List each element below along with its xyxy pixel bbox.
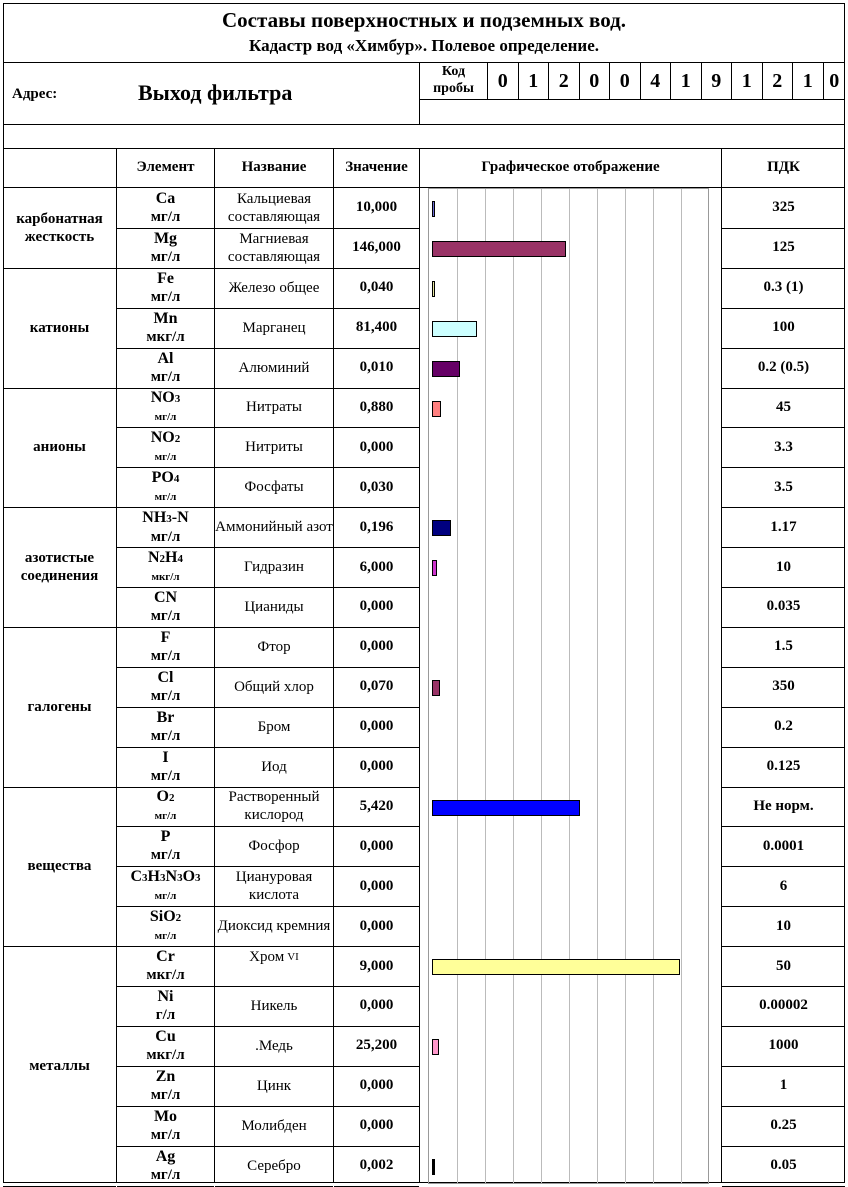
pdk-cell: 100 xyxy=(772,319,795,336)
code-digit: 9 xyxy=(701,62,732,100)
value-cell: 0,880 xyxy=(359,398,394,415)
element-symbol: Mo xyxy=(153,1107,178,1125)
element-symbol: Mg xyxy=(153,229,178,247)
name-cell: Хром VI xyxy=(249,949,299,966)
group-label: галогены xyxy=(27,698,92,715)
name-cell: Общий хлор xyxy=(234,678,314,695)
element-cell xyxy=(117,268,214,308)
element-unit: мг/л xyxy=(150,208,181,225)
element-symbol: Cr xyxy=(156,948,175,966)
group-label: карбонатная жесткость xyxy=(16,210,103,245)
pdk-cell: 1.5 xyxy=(774,638,793,655)
element-unit: мг/л xyxy=(154,809,177,822)
element-cell xyxy=(117,747,214,787)
element-cell xyxy=(117,627,214,667)
name-cell: Цианиды xyxy=(244,598,304,615)
row-divider xyxy=(215,1186,333,1187)
chart-bar xyxy=(432,321,477,337)
title-block xyxy=(3,3,845,63)
element-cell xyxy=(117,188,214,228)
pdk-cell: 1000 xyxy=(768,1037,799,1054)
address-value: Выход фильтра xyxy=(138,80,293,105)
pdk-cell: 3.3 xyxy=(774,438,793,455)
value-cell: 0,000 xyxy=(359,1117,394,1134)
element-cell xyxy=(117,388,214,428)
code-digit: 0 xyxy=(487,62,518,100)
group-divider xyxy=(3,1186,116,1187)
element-symbol: CN xyxy=(153,588,178,606)
value-cell: 6,000 xyxy=(359,558,394,575)
value-cell: 0,000 xyxy=(359,837,394,854)
element-unit: мг/л xyxy=(150,248,181,265)
element-symbol: Ca xyxy=(155,189,176,207)
element-cell xyxy=(117,906,214,946)
element-unit: мг/л xyxy=(154,929,177,942)
pdk-cell: 50 xyxy=(776,957,791,974)
name-cell: Фтор xyxy=(257,638,291,655)
name-cell: Фосфор xyxy=(248,838,300,855)
pdk-cell: 0.2 (0.5) xyxy=(757,359,810,376)
element-symbol: PO4 xyxy=(151,468,180,486)
chart-bar xyxy=(432,959,680,975)
value-cell: 0,040 xyxy=(359,279,394,296)
sample-code-under-cell xyxy=(419,100,845,124)
element-cell xyxy=(117,308,214,348)
element-cell xyxy=(117,427,214,467)
name-cell: Нитриты xyxy=(245,439,303,456)
pdk-cell: 0.2 xyxy=(774,718,793,735)
group-label: металлы xyxy=(29,1057,90,1074)
name-cell: Бром xyxy=(257,718,291,735)
pdk-cell: 10 xyxy=(776,558,791,575)
row-divider xyxy=(117,1186,214,1187)
value-cell: 0,000 xyxy=(359,438,394,455)
chart-bar xyxy=(432,800,580,816)
pdk-cell: 3.5 xyxy=(774,478,793,495)
name-cell: Циануровая кислота xyxy=(235,869,313,904)
element-symbol: NH3-N xyxy=(142,508,189,526)
element-symbol: Fe xyxy=(157,269,174,287)
element-symbol: Cu xyxy=(155,1027,176,1045)
code-digit: 1 xyxy=(670,62,701,100)
value-cell: 5,420 xyxy=(359,797,394,814)
name-cell: Гидразин xyxy=(244,559,304,576)
sample-code-label: Код пробы xyxy=(419,62,487,100)
pdk-cell: 0.035 xyxy=(766,598,801,615)
element-cell xyxy=(117,946,214,986)
element-symbol: O2 xyxy=(156,787,175,805)
pdk-cell: 0.25 xyxy=(770,1117,797,1134)
name-cell: Цинк xyxy=(256,1077,292,1094)
code-digit: 0 xyxy=(609,62,640,100)
element-unit: мг/л xyxy=(150,647,181,664)
name-cell: Диоксид кремния xyxy=(217,918,331,935)
element-unit: мг/л xyxy=(150,368,181,385)
element-unit: мг/л xyxy=(154,450,177,463)
pdk-cell: 0.0001 xyxy=(762,837,805,854)
name-cell: Растворенный кислород xyxy=(228,789,320,824)
chart-bar xyxy=(432,520,451,536)
group-label: анионы xyxy=(33,439,86,456)
value-cell: 25,200 xyxy=(355,1037,398,1054)
value-cell: 0,000 xyxy=(359,718,394,735)
pdk-cell: 0.3 (1) xyxy=(763,279,804,296)
element-cell xyxy=(117,826,214,866)
element-symbol: Br xyxy=(156,708,175,726)
name-cell: Марганец xyxy=(242,319,306,336)
element-symbol: Zn xyxy=(155,1067,176,1085)
element-symbol: NO2 xyxy=(150,428,181,446)
value-cell: 0,000 xyxy=(359,1077,394,1094)
pdk-cell: 0.00002 xyxy=(759,997,808,1014)
value-cell: 81,400 xyxy=(355,319,398,336)
name-cell: Иод xyxy=(261,758,287,775)
document-title: Составы поверхностных и подземных вод. xyxy=(222,8,626,32)
element-cell xyxy=(117,507,214,547)
element-cell xyxy=(117,1066,214,1106)
chart-bar xyxy=(432,1159,435,1175)
pdk-cell: 45 xyxy=(776,398,791,415)
pdk-cell: Не норм. xyxy=(753,797,814,814)
element-symbol: Al xyxy=(157,349,174,367)
element-cell xyxy=(117,587,214,627)
header-value: Значение xyxy=(345,159,408,175)
name-cell: Кальциевая составляющая xyxy=(227,190,321,225)
name-cell: Серебро xyxy=(247,1157,301,1174)
row-divider xyxy=(334,1186,419,1187)
name-cell: Нитраты xyxy=(245,399,302,416)
code-digit: 0 xyxy=(579,62,610,100)
element-unit: мг/л xyxy=(150,1086,181,1103)
pdk-cell: 0.05 xyxy=(770,1157,797,1174)
code-digit: 1 xyxy=(731,62,762,100)
element-cell xyxy=(117,1026,214,1066)
pdk-cell: 0.125 xyxy=(766,758,801,775)
value-cell: 0,000 xyxy=(359,877,394,894)
element-symbol: NO3 xyxy=(150,388,181,406)
element-unit: мг/л xyxy=(150,767,181,784)
element-cell xyxy=(117,986,214,1026)
element-unit: мкг/л xyxy=(146,967,185,984)
header-name: Название xyxy=(241,159,307,175)
element-unit: мг/л xyxy=(150,1166,181,1183)
element-symbol: Cl xyxy=(157,668,174,686)
chart-bar xyxy=(432,560,437,576)
code-digit: 4 xyxy=(640,62,671,100)
name-cell: Фосфаты xyxy=(244,479,304,496)
element-unit: мг/л xyxy=(150,727,181,744)
pdk-cell: 6 xyxy=(779,877,788,894)
element-cell xyxy=(117,1146,214,1186)
element-cell xyxy=(117,348,214,388)
name-cell: Алюминий xyxy=(238,359,310,376)
element-unit: мкг/л xyxy=(146,1046,185,1063)
element-unit: мг/л xyxy=(154,490,177,503)
element-unit: мг/л xyxy=(150,1126,181,1143)
element-symbol: N2H4 xyxy=(147,548,183,566)
element-symbol: F xyxy=(160,628,171,646)
code-digit: 2 xyxy=(548,62,579,100)
chart-bar xyxy=(432,201,435,217)
divider xyxy=(3,124,845,125)
element-unit: мг/л xyxy=(150,847,181,864)
pdk-cell: 1.17 xyxy=(770,518,797,535)
chart-bar xyxy=(432,1039,439,1055)
header-pdk: ПДК xyxy=(767,159,800,175)
element-unit: мг/л xyxy=(150,607,181,624)
element-symbol: P xyxy=(160,828,171,846)
name-cell: Никель xyxy=(250,997,298,1014)
element-unit: мг/л xyxy=(154,889,177,902)
pdk-cell: 10 xyxy=(776,917,791,934)
code-digit: 0 xyxy=(823,62,846,100)
chart-bar xyxy=(432,680,440,696)
name-cell: .Медь xyxy=(255,1037,293,1054)
value-cell: 9,000 xyxy=(359,957,394,974)
element-cell xyxy=(117,228,214,268)
document-subtitle: Кадастр вод «Химбур». Полевое определение. xyxy=(248,36,600,55)
value-cell: 0,030 xyxy=(359,478,394,495)
element-unit: г/л xyxy=(155,1006,176,1023)
element-unit: мг/л xyxy=(150,288,181,305)
element-cell xyxy=(117,787,214,827)
element-unit: мг/л xyxy=(150,528,181,545)
pdk-cell: 1 xyxy=(779,1077,788,1094)
element-unit: мкг/л xyxy=(146,328,185,345)
chart-bar xyxy=(432,401,441,417)
pdk-cell: 350 xyxy=(772,678,795,695)
element-unit: мкг/л xyxy=(151,570,180,583)
bar-chart xyxy=(428,188,709,1184)
code-digit: 2 xyxy=(762,62,793,100)
group-label: азотистые соединения xyxy=(20,550,99,585)
value-cell: 0,000 xyxy=(359,598,394,615)
element-cell xyxy=(117,467,214,507)
address-label: Адрес: xyxy=(12,86,58,102)
value-cell: 0,000 xyxy=(359,917,394,934)
element-symbol: C3H3N3O3 xyxy=(130,867,201,885)
header-chart: Графическое отображение xyxy=(481,159,660,175)
pdk-cell: 325 xyxy=(772,199,795,216)
element-unit: мг/л xyxy=(150,687,181,704)
element-symbol: Mn xyxy=(153,309,178,327)
element-symbol: Ni xyxy=(157,987,174,1005)
element-symbol: SiO2 xyxy=(149,907,182,925)
element-unit: мг/л xyxy=(154,410,177,423)
value-cell: 0,000 xyxy=(359,758,394,775)
value-cell: 0,000 xyxy=(359,638,394,655)
code-digit: 1 xyxy=(792,62,823,100)
header-element: Элемент xyxy=(136,159,195,175)
row-divider xyxy=(722,1186,845,1187)
value-cell: 10,000 xyxy=(355,199,398,216)
group-label: катионы xyxy=(29,319,90,336)
chart-bar xyxy=(432,241,566,257)
code-digit: 1 xyxy=(518,62,549,100)
element-cell xyxy=(117,667,214,707)
chart-bar xyxy=(432,361,460,377)
element-cell xyxy=(117,866,214,906)
chart-bar xyxy=(432,281,435,297)
name-cell: Молибден xyxy=(241,1117,307,1134)
name-cell: Железо общее xyxy=(228,279,320,296)
value-cell: 0,002 xyxy=(359,1157,394,1174)
element-cell xyxy=(117,707,214,747)
name-cell: Магниевая составляющая xyxy=(227,230,321,265)
group-label: вещества xyxy=(27,858,92,875)
value-cell: 0,010 xyxy=(359,359,394,376)
element-cell xyxy=(117,1106,214,1146)
value-cell: 146,000 xyxy=(352,239,401,256)
element-symbol: Ag xyxy=(155,1147,176,1165)
pdk-cell: 125 xyxy=(772,239,795,256)
column-divider xyxy=(419,148,420,1183)
value-cell: 0,000 xyxy=(359,997,394,1014)
element-cell xyxy=(117,547,214,587)
name-cell: Аммонийный азот xyxy=(215,519,333,536)
value-cell: 0,070 xyxy=(359,678,394,695)
value-cell: 0,196 xyxy=(359,518,394,535)
element-symbol: I xyxy=(162,748,169,766)
